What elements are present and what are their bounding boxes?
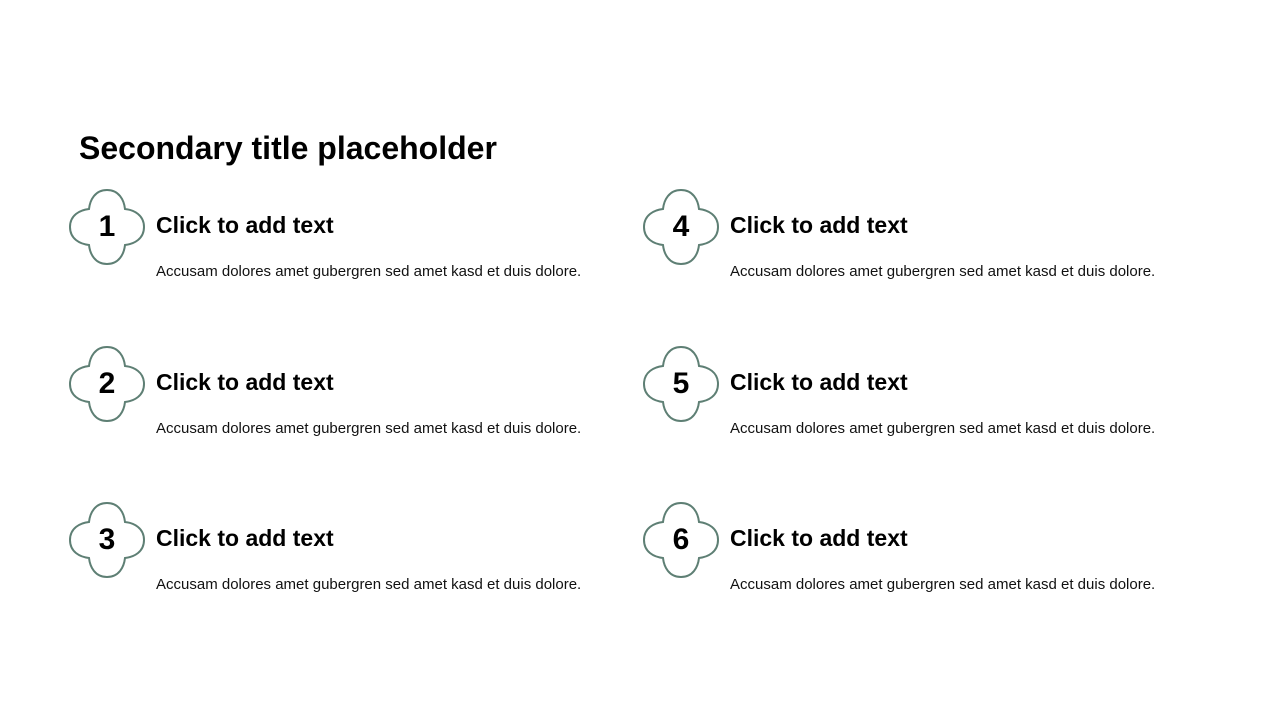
slide-title[interactable]: Secondary title placeholder <box>79 130 497 166</box>
list-item-4 <box>643 189 1213 280</box>
item-heading[interactable]: Click to add text <box>730 525 908 551</box>
number-badge <box>643 502 719 578</box>
item-heading[interactable]: Click to add text <box>156 369 334 395</box>
number-badge <box>69 502 145 578</box>
number-badge <box>69 346 145 422</box>
item-heading[interactable]: Click to add text <box>156 212 334 238</box>
list-item-1 <box>69 189 639 280</box>
item-body[interactable]: Accusam dolores amet gubergren sed amet kasd et duis dolore. <box>156 576 582 593</box>
number-badge <box>643 189 719 265</box>
badge-number: 4 <box>672 210 690 243</box>
item-heading[interactable]: Click to add text <box>156 525 334 551</box>
number-badge <box>643 346 719 422</box>
badge-number: 3 <box>98 523 116 556</box>
badge-number: 5 <box>672 367 690 400</box>
list-item-6 <box>643 502 1213 593</box>
item-body[interactable]: Accusam dolores amet gubergren sed amet kasd et duis dolore. <box>156 420 582 437</box>
list-item-3 <box>69 502 639 593</box>
item-body[interactable]: Accusam dolores amet gubergren sed amet kasd et duis dolore. <box>730 420 1156 437</box>
badge-number: 6 <box>672 523 690 556</box>
item-body[interactable]: Accusam dolores amet gubergren sed amet kasd et duis dolore. <box>730 576 1156 593</box>
number-badge <box>69 189 145 265</box>
item-heading[interactable]: Click to add text <box>730 369 908 395</box>
item-body[interactable]: Accusam dolores amet gubergren sed amet kasd et duis dolore. <box>730 263 1156 280</box>
list-item-2 <box>69 346 639 437</box>
badge-number: 2 <box>98 367 116 400</box>
item-body[interactable]: Accusam dolores amet gubergren sed amet kasd et duis dolore. <box>156 263 582 280</box>
list-item-5 <box>643 346 1213 437</box>
item-heading[interactable]: Click to add text <box>730 212 908 238</box>
badge-number: 1 <box>98 210 116 243</box>
